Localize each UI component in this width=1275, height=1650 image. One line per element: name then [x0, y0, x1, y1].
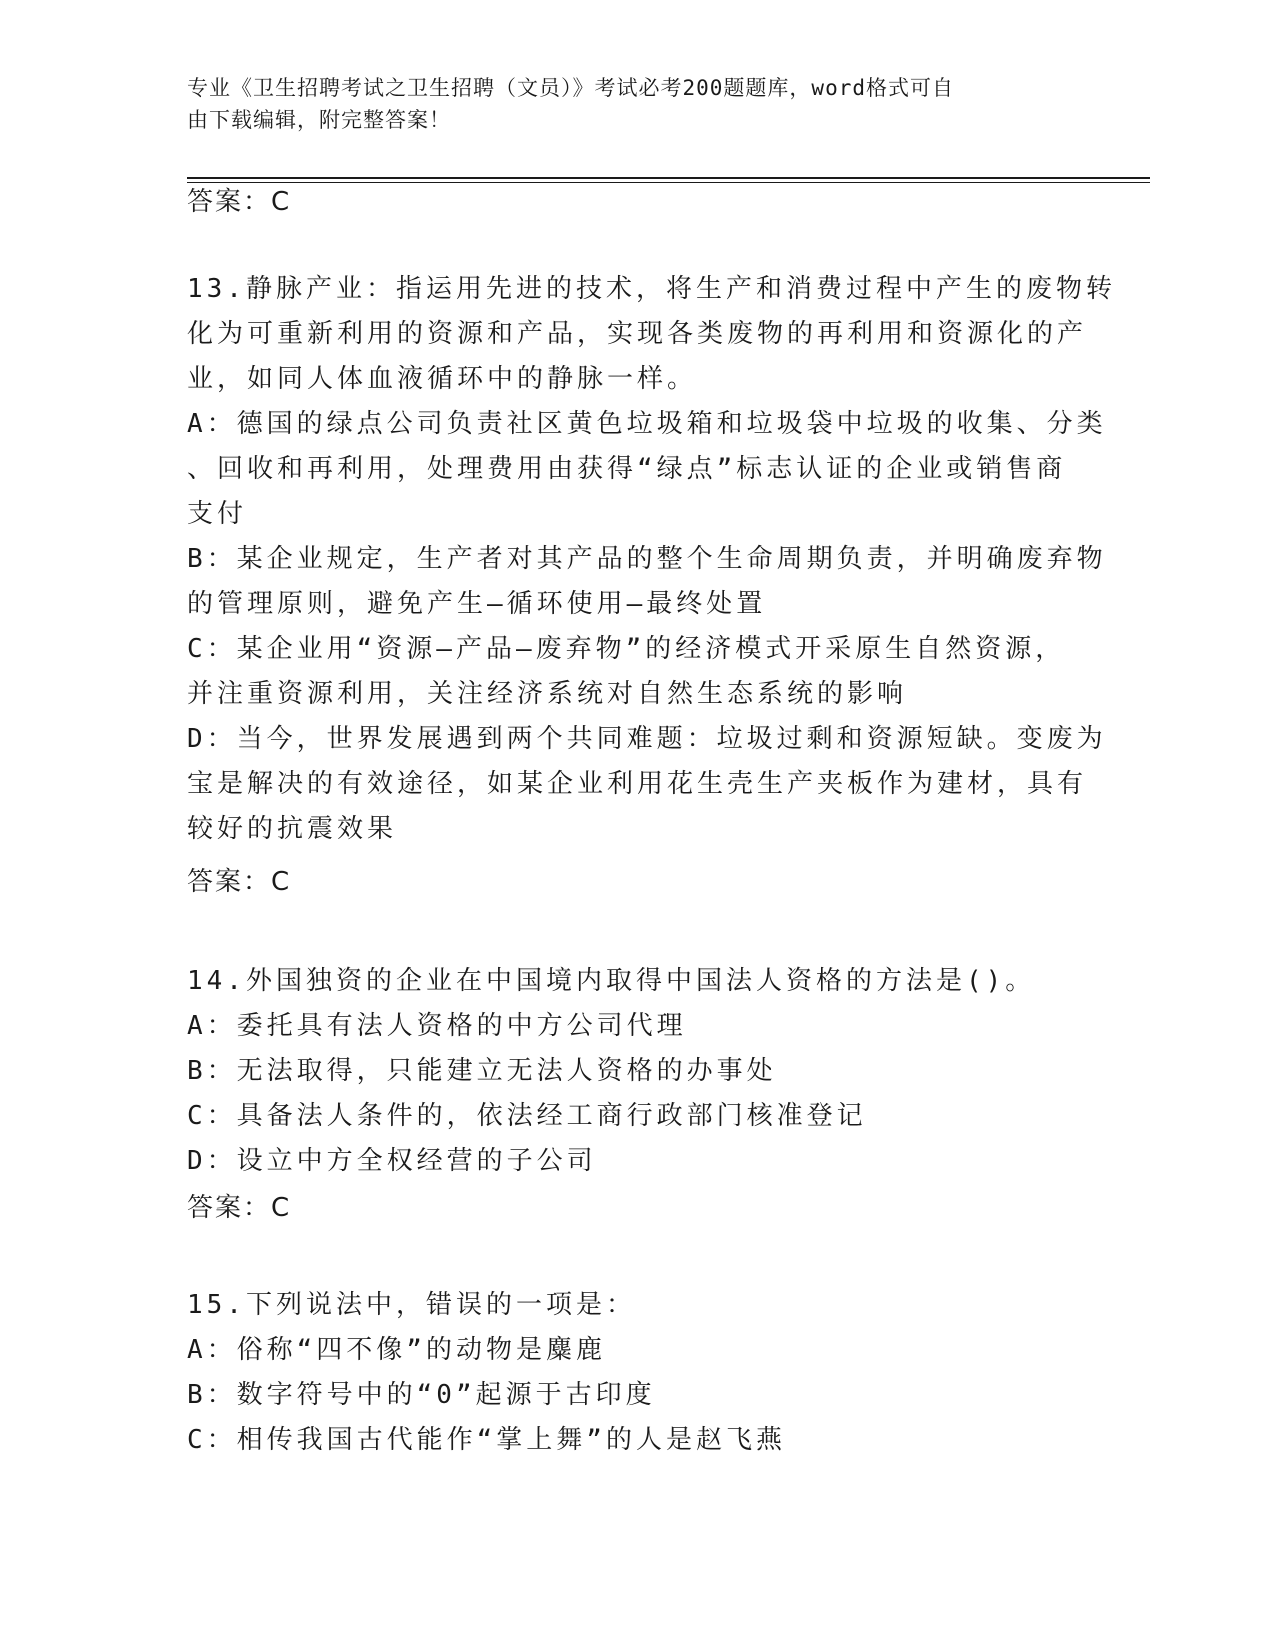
q13-option-c-line: C：某企业用“资源—产品—废弃物”的经济模式开采原生自然资源，: [187, 634, 1066, 664]
question-14: [187, 959, 1087, 1184]
header-divider-thin: [187, 182, 1150, 183]
q14-option-d: D：设立中方全权经营的子公司: [187, 1146, 597, 1176]
document-header: [187, 72, 1067, 136]
q13-option-c-line: 并注重资源利用，关注经济系统对自然生态系统的影响: [187, 679, 908, 709]
q13-option-a-line: A：德国的绿点公司负责社区黄色垃圾箱和垃圾袋中垃圾的收集、分类: [187, 409, 1107, 439]
q14-option-b: B：无法取得，只能建立无法人资格的办事处: [187, 1056, 777, 1086]
q14-option-a: A：委托具有法人资格的中方公司代理: [187, 1011, 687, 1041]
q13-stem-line: 化为可重新利用的资源和产品，实现各类废物的再利用和资源化的产: [187, 319, 1088, 349]
q13-option-d-line: 宝是解决的有效途径，如某企业利用花生壳生产夹板作为建材，具有: [187, 769, 1088, 799]
q13-option-a-line: 支付: [187, 499, 248, 529]
q14-option-c: C：具备法人条件的，依法经工商行政部门核准登记: [187, 1101, 867, 1131]
q13-option-d-line: D：当今，世界发展遇到两个共同难题：垃圾过剩和资源短缺。变废为: [187, 724, 1107, 754]
q13-stem-line: 13.静脉产业：指运用先进的技术，将生产和消费过程中产生的废物转: [187, 274, 1116, 304]
q13-option-b-line: B：某企业规定，生产者对其产品的整个生命周期负责，并明确废弃物: [187, 544, 1107, 574]
q13-answer: 答案：C: [187, 867, 292, 897]
q13-option-b-line: 的管理原则，避免产生—循环使用—最终处置: [187, 589, 767, 619]
q13-option-a-line: 、回收和再利用，处理费用由获得“绿点”标志认证的企业或销售商: [187, 454, 1067, 484]
header-divider-thick: [187, 177, 1150, 179]
q15-option-c: C：相传我国古代能作“掌上舞”的人是赵飞燕: [187, 1425, 786, 1455]
q13-option-d-line: 较好的抗震效果: [187, 814, 398, 844]
q15-stem: 15.下列说法中，错误的一项是：: [187, 1290, 636, 1320]
q14-answer: 答案：C: [187, 1193, 292, 1223]
q13-stem-line: 业，如同人体血液循环中的静脉一样。: [187, 364, 698, 394]
header-line-2: 由下载编辑，附完整答案！: [187, 108, 451, 132]
question-13: [187, 267, 1116, 852]
q14-stem: 14.外国独资的企业在中国境内取得中国法人资格的方法是()。: [187, 966, 1036, 996]
answer-prev-question: 答案：C: [187, 187, 292, 217]
q15-option-a: A：俗称“四不像”的动物是麋鹿: [187, 1335, 606, 1365]
header-line-1: 专业《卫生招聘考试之卫生招聘（文员）》考试必考200题题库，word格式可自: [187, 76, 954, 100]
question-15: [187, 1283, 1087, 1463]
q15-option-b: B：数字符号中的“0”起源于古印度: [187, 1380, 656, 1410]
